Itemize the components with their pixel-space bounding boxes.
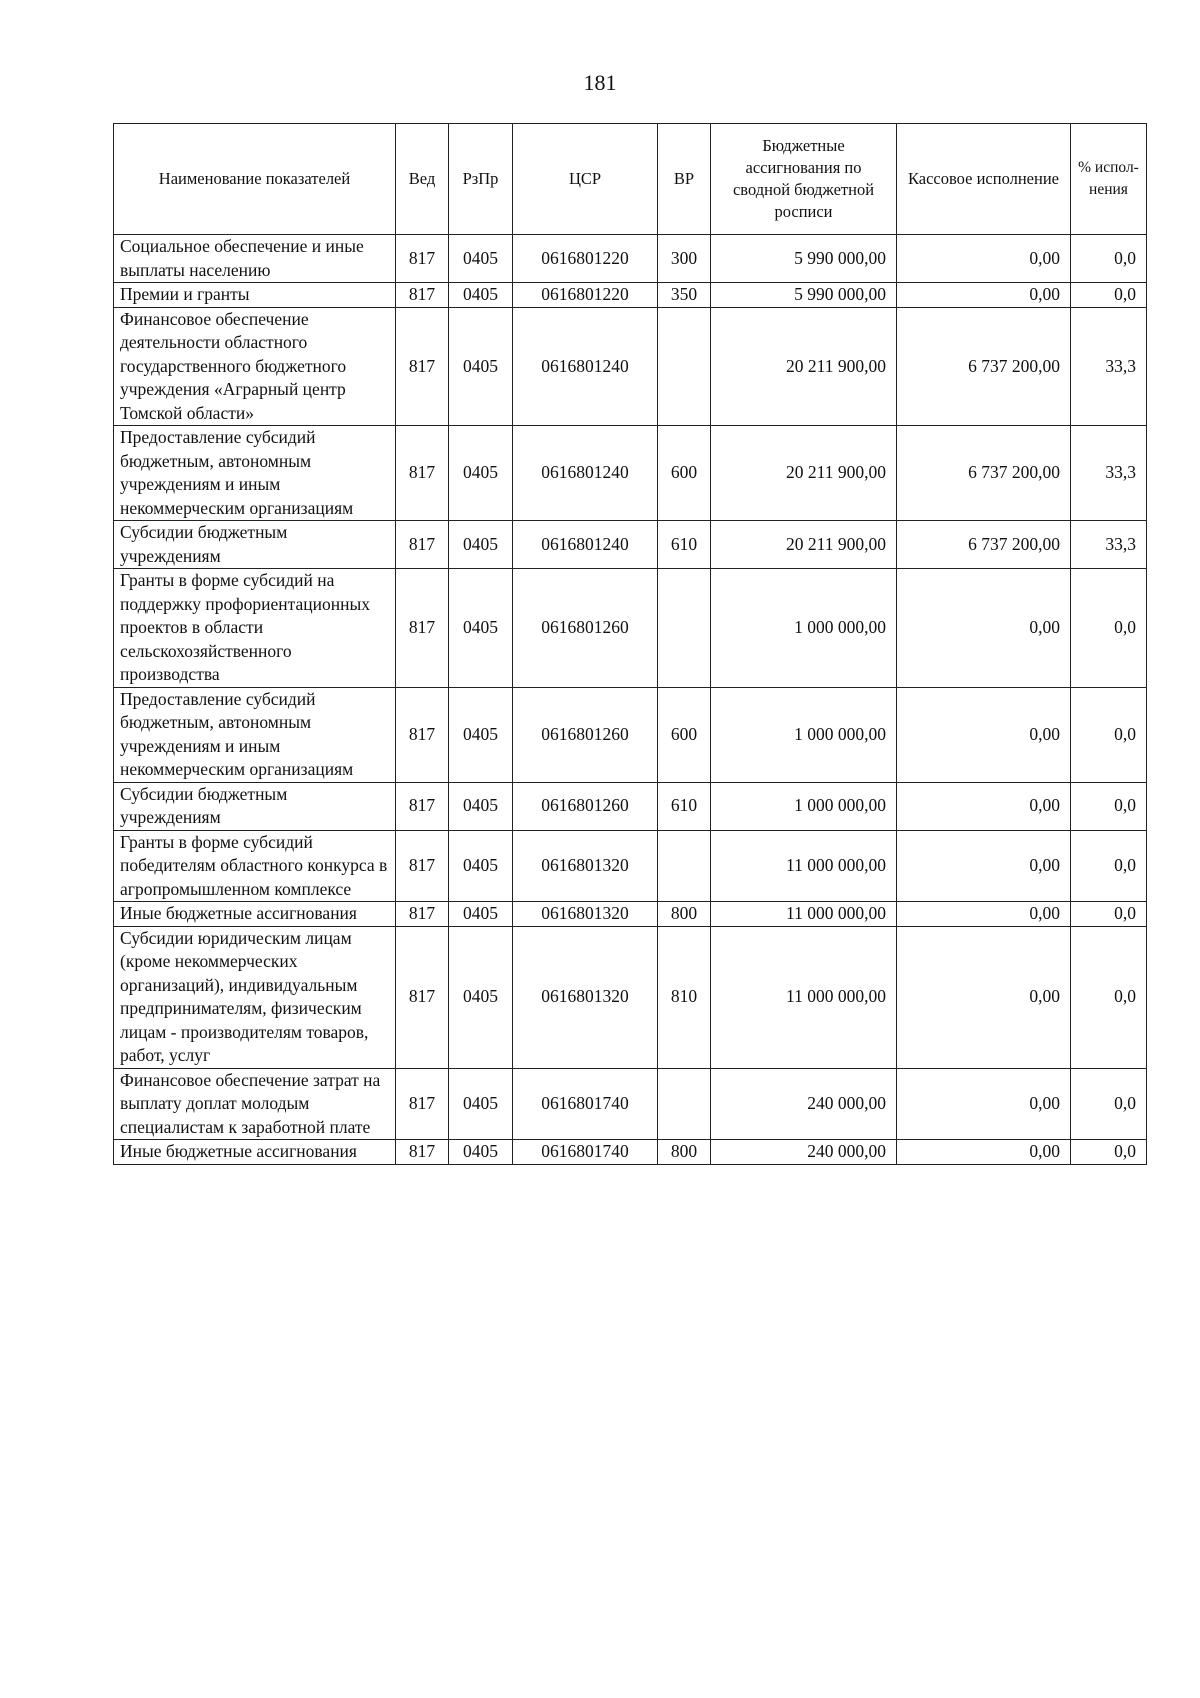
cell-name: Иные бюджетные ассигнования — [114, 1140, 396, 1165]
cell-rzpr: 0405 — [449, 902, 513, 927]
cell-ved: 817 — [396, 902, 449, 927]
cell-rzpr: 0405 — [449, 307, 513, 426]
cell-ved: 817 — [396, 782, 449, 830]
cell-cash: 0,00 — [897, 902, 1071, 927]
table-header-row — [114, 124, 1147, 235]
header-cash: Кассовое исполнение — [897, 124, 1071, 235]
table-row — [114, 1140, 1147, 1165]
cell-ved: 817 — [396, 1140, 449, 1165]
cell-pct: 0,0 — [1071, 902, 1147, 927]
cell-name: Субсидии бюджетным учреждениям — [114, 521, 396, 569]
cell-pct: 0,0 — [1071, 283, 1147, 308]
cell-vr — [658, 307, 711, 426]
cell-name: Предоставление субсидий бюджетным, автономным учреждениям и иным некоммерческим организациям — [114, 687, 396, 782]
cell-pct: 33,3 — [1071, 521, 1147, 569]
cell-budget: 1 000 000,00 — [711, 569, 897, 688]
cell-rzpr: 0405 — [449, 569, 513, 688]
cell-vr: 810 — [658, 926, 711, 1068]
cell-rzpr: 0405 — [449, 1140, 513, 1165]
cell-name: Финансовое обеспечение деятельности областного государственного бюджетного учреждения «Аграрный центр Томской области» — [114, 307, 396, 426]
page-number: 181 — [583, 70, 617, 95]
cell-pct: 0,0 — [1071, 1068, 1147, 1140]
cell-csr: 0616801260 — [513, 569, 658, 688]
cell-budget: 11 000 000,00 — [711, 902, 897, 927]
cell-csr: 0616801260 — [513, 782, 658, 830]
cell-ved: 817 — [396, 1068, 449, 1140]
cell-pct: 0,0 — [1071, 687, 1147, 782]
cell-rzpr: 0405 — [449, 521, 513, 569]
cell-name: Субсидии юридическим лицам (кроме некоммерческих организаций), индивидуальным предпринимателям, физическим лицам - производителям товаров, работ, услуг — [114, 926, 396, 1068]
cell-budget: 11 000 000,00 — [711, 830, 897, 902]
cell-vr: 610 — [658, 782, 711, 830]
cell-pct: 0,0 — [1071, 830, 1147, 902]
table-row — [114, 1068, 1147, 1140]
cell-budget: 5 990 000,00 — [711, 235, 897, 283]
cell-budget: 1 000 000,00 — [711, 687, 897, 782]
cell-cash: 0,00 — [897, 830, 1071, 902]
cell-budget: 5 990 000,00 — [711, 283, 897, 308]
header-budget: Бюджетные ассигнования по сводной бюджетной росписи — [711, 124, 897, 235]
cell-vr: 350 — [658, 283, 711, 308]
cell-budget: 20 211 900,00 — [711, 426, 897, 521]
cell-rzpr: 0405 — [449, 235, 513, 283]
cell-rzpr: 0405 — [449, 782, 513, 830]
cell-name: Гранты в форме субсидий на поддержку профориентационных проектов в области сельскохозяйственного производства — [114, 569, 396, 688]
table-row — [114, 426, 1147, 521]
cell-csr: 0616801320 — [513, 830, 658, 902]
cell-budget: 20 211 900,00 — [711, 307, 897, 426]
cell-ved: 817 — [396, 283, 449, 308]
table-row — [114, 902, 1147, 927]
cell-vr — [658, 569, 711, 688]
cell-budget: 240 000,00 — [711, 1140, 897, 1165]
cell-budget: 240 000,00 — [711, 1068, 897, 1140]
cell-name: Иные бюджетные ассигнования — [114, 902, 396, 927]
cell-budget: 1 000 000,00 — [711, 782, 897, 830]
cell-ved: 817 — [396, 307, 449, 426]
table-row — [114, 307, 1147, 426]
cell-vr — [658, 830, 711, 902]
cell-ved: 817 — [396, 830, 449, 902]
cell-pct: 0,0 — [1071, 1140, 1147, 1165]
cell-rzpr: 0405 — [449, 926, 513, 1068]
table-row — [114, 687, 1147, 782]
cell-name: Гранты в форме субсидий победителям областного конкурса в агропромышленном комплексе — [114, 830, 396, 902]
cell-ved: 817 — [396, 569, 449, 688]
cell-name: Премии и гранты — [114, 283, 396, 308]
header-pct: % испол-нения — [1071, 124, 1147, 235]
cell-cash: 0,00 — [897, 926, 1071, 1068]
cell-rzpr: 0405 — [449, 1068, 513, 1140]
cell-csr: 0616801320 — [513, 926, 658, 1068]
cell-vr: 610 — [658, 521, 711, 569]
cell-name: Финансовое обеспечение затрат на выплату доплат молодым специалистам к заработной плате — [114, 1068, 396, 1140]
cell-cash: 0,00 — [897, 283, 1071, 308]
table-row — [114, 926, 1147, 1068]
cell-pct: 0,0 — [1071, 569, 1147, 688]
budget-execution-table — [113, 123, 1147, 1165]
table-row — [114, 782, 1147, 830]
cell-rzpr: 0405 — [449, 687, 513, 782]
cell-cash: 0,00 — [897, 782, 1071, 830]
cell-vr: 300 — [658, 235, 711, 283]
cell-cash: 0,00 — [897, 1140, 1071, 1165]
header-name: Наименование показателей — [114, 124, 396, 235]
cell-cash: 0,00 — [897, 687, 1071, 782]
cell-cash: 0,00 — [897, 1068, 1071, 1140]
cell-cash: 6 737 200,00 — [897, 307, 1071, 426]
cell-ved: 817 — [396, 926, 449, 1068]
cell-csr: 0616801240 — [513, 307, 658, 426]
cell-vr: 800 — [658, 1140, 711, 1165]
cell-cash: 6 737 200,00 — [897, 521, 1071, 569]
header-vr: ВР — [658, 124, 711, 235]
cell-pct: 33,3 — [1071, 426, 1147, 521]
cell-ved: 817 — [396, 235, 449, 283]
cell-cash: 6 737 200,00 — [897, 426, 1071, 521]
cell-csr: 0616801740 — [513, 1068, 658, 1140]
cell-csr: 0616801240 — [513, 426, 658, 521]
cell-budget: 20 211 900,00 — [711, 521, 897, 569]
cell-csr: 0616801320 — [513, 902, 658, 927]
cell-pct: 33,3 — [1071, 307, 1147, 426]
cell-ved: 817 — [396, 521, 449, 569]
table-body — [114, 235, 1147, 1165]
cell-pct: 0,0 — [1071, 782, 1147, 830]
cell-csr: 0616801240 — [513, 521, 658, 569]
table-row — [114, 830, 1147, 902]
cell-csr: 0616801740 — [513, 1140, 658, 1165]
cell-ved: 817 — [396, 687, 449, 782]
cell-name: Субсидии бюджетным учреждениям — [114, 782, 396, 830]
header-csr: ЦСР — [513, 124, 658, 235]
cell-pct: 0,0 — [1071, 235, 1147, 283]
table-row — [114, 235, 1147, 283]
header-ved: Вед — [396, 124, 449, 235]
cell-pct: 0,0 — [1071, 926, 1147, 1068]
cell-ved: 817 — [396, 426, 449, 521]
cell-budget: 11 000 000,00 — [711, 926, 897, 1068]
cell-name: Социальное обеспечение и иные выплаты населению — [114, 235, 396, 283]
table-row — [114, 283, 1147, 308]
table-row — [114, 521, 1147, 569]
cell-name: Предоставление субсидий бюджетным, автономным учреждениям и иным некоммерческим организациям — [114, 426, 396, 521]
cell-vr: 600 — [658, 687, 711, 782]
table-row — [114, 569, 1147, 688]
header-rzpr: РзПр — [449, 124, 513, 235]
cell-csr: 0616801260 — [513, 687, 658, 782]
cell-rzpr: 0405 — [449, 283, 513, 308]
cell-csr: 0616801220 — [513, 283, 658, 308]
cell-vr: 800 — [658, 902, 711, 927]
cell-cash: 0,00 — [897, 235, 1071, 283]
cell-cash: 0,00 — [897, 569, 1071, 688]
cell-vr — [658, 1068, 711, 1140]
cell-rzpr: 0405 — [449, 830, 513, 902]
cell-vr: 600 — [658, 426, 711, 521]
cell-csr: 0616801220 — [513, 235, 658, 283]
cell-rzpr: 0405 — [449, 426, 513, 521]
